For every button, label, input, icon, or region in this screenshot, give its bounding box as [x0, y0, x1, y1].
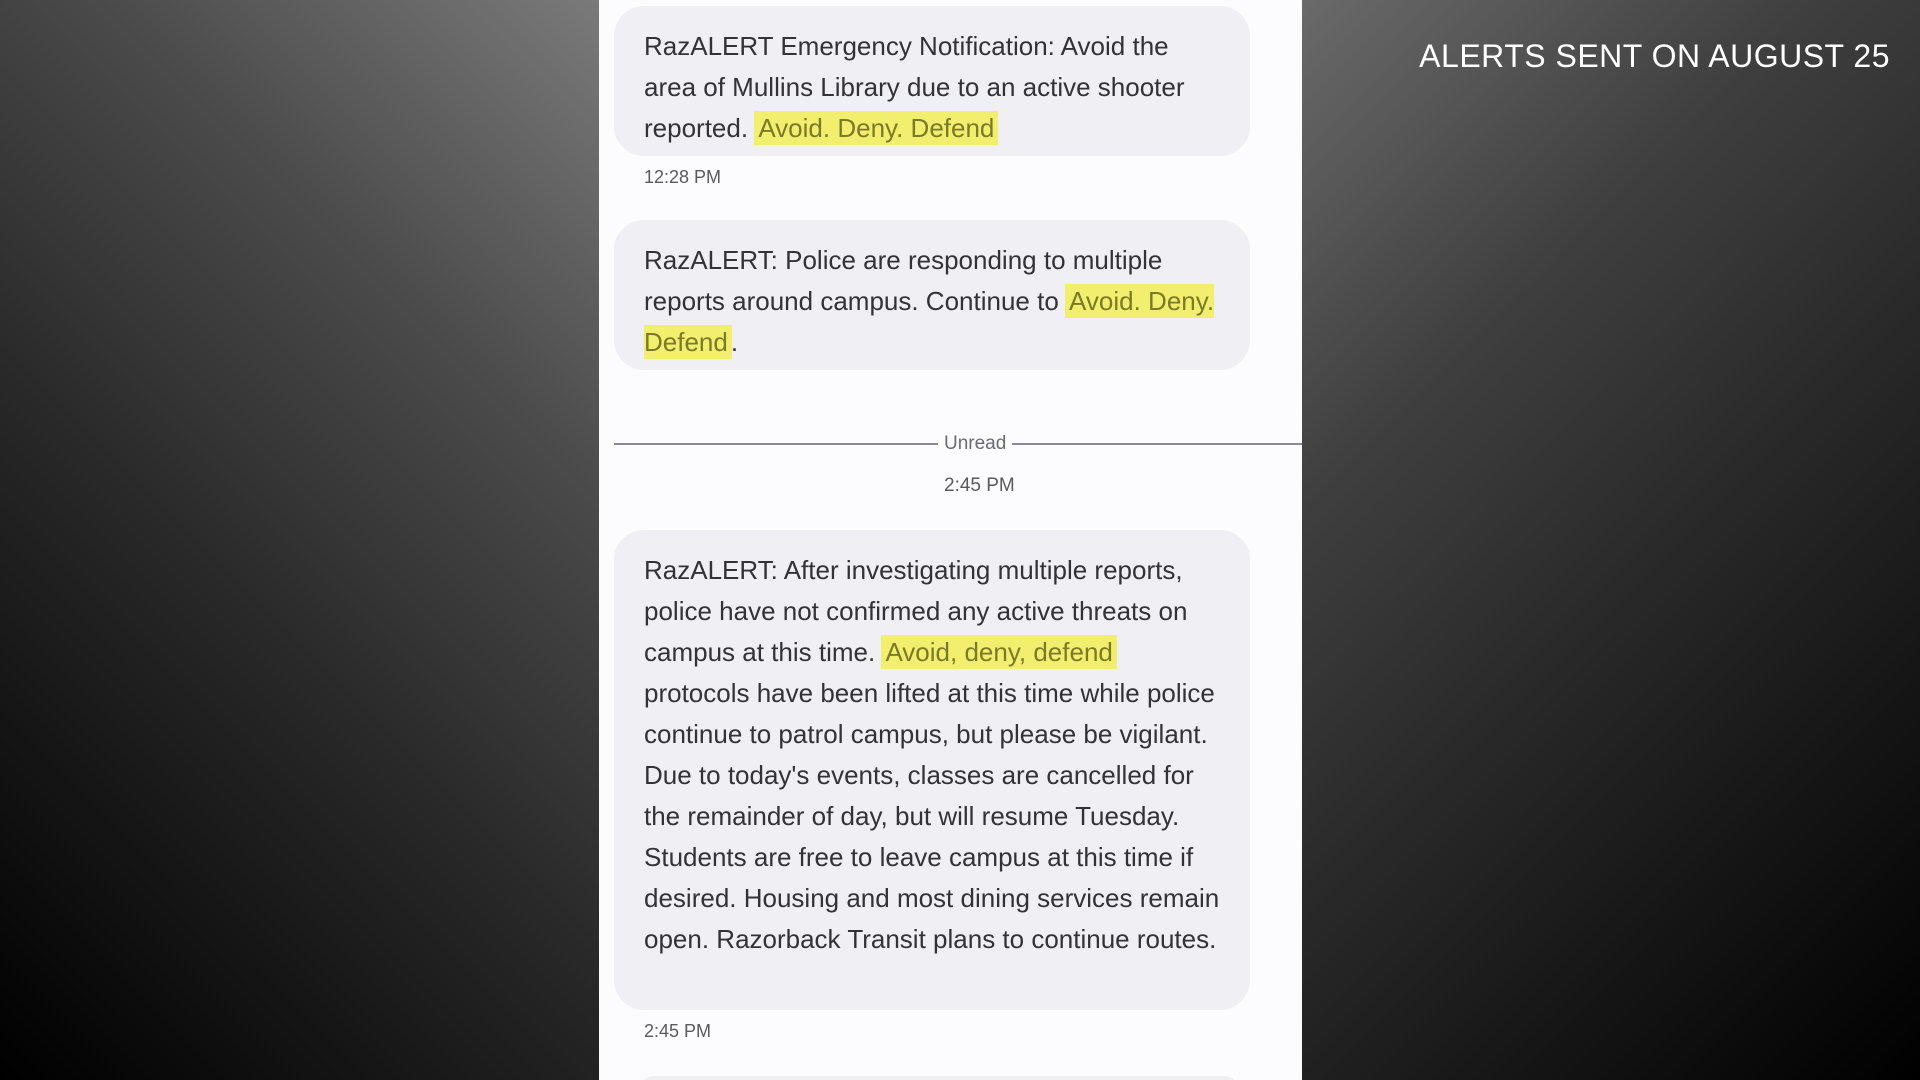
message-timestamp: 2:45 PM: [644, 1021, 712, 1041]
message-text: RazALERT: Police are responding to multiple reports around campus. Continue to: [644, 245, 1163, 316]
message-bubble[interactable]: [614, 220, 1250, 370]
message-bubble[interactable]: [614, 530, 1250, 1010]
highlighted-text: Avoid. Deny. Defend: [754, 111, 998, 145]
message-bubble[interactable]: [614, 6, 1250, 156]
overlay-title: ALERTS SENT ON AUGUST 25: [1419, 38, 1890, 74]
message-text: RazALERT Emergency Notification: Avoid the area of Mullins Library due to an active shooter reported.: [644, 31, 1185, 143]
message-timestamp: 12:28 PM: [644, 167, 722, 187]
message-text-end: .: [730, 327, 739, 357]
next-message-bubble-partial: [639, 1076, 1239, 1080]
highlighted-text: Avoid. Deny. Defend: [644, 286, 1215, 357]
background-right: [1302, 0, 1920, 1080]
unread-timestamp: 2:45 PM: [944, 475, 1015, 496]
background-left: [0, 0, 599, 1080]
highlighted-text: Avoid, deny, defend: [881, 635, 1116, 669]
message-thread[interactable]: [599, 0, 1302, 1080]
unread-divider-label: Unread: [938, 433, 1012, 455]
message-text: RazALERT: After investigating multiple reports, police have not confirmed any active threats on campus at this time.: [644, 555, 1188, 667]
message-text-end: protocols have been lifted at this time while police continue to patrol campus, but please be vigilant. Due to today's events, classes are cancelled for the remainder of day, but will resume Tuesday. Students are free to leave campus at this time if desired. Housing and most dining services remain open. Razorback Transit plans to continue routes.: [644, 678, 1220, 954]
